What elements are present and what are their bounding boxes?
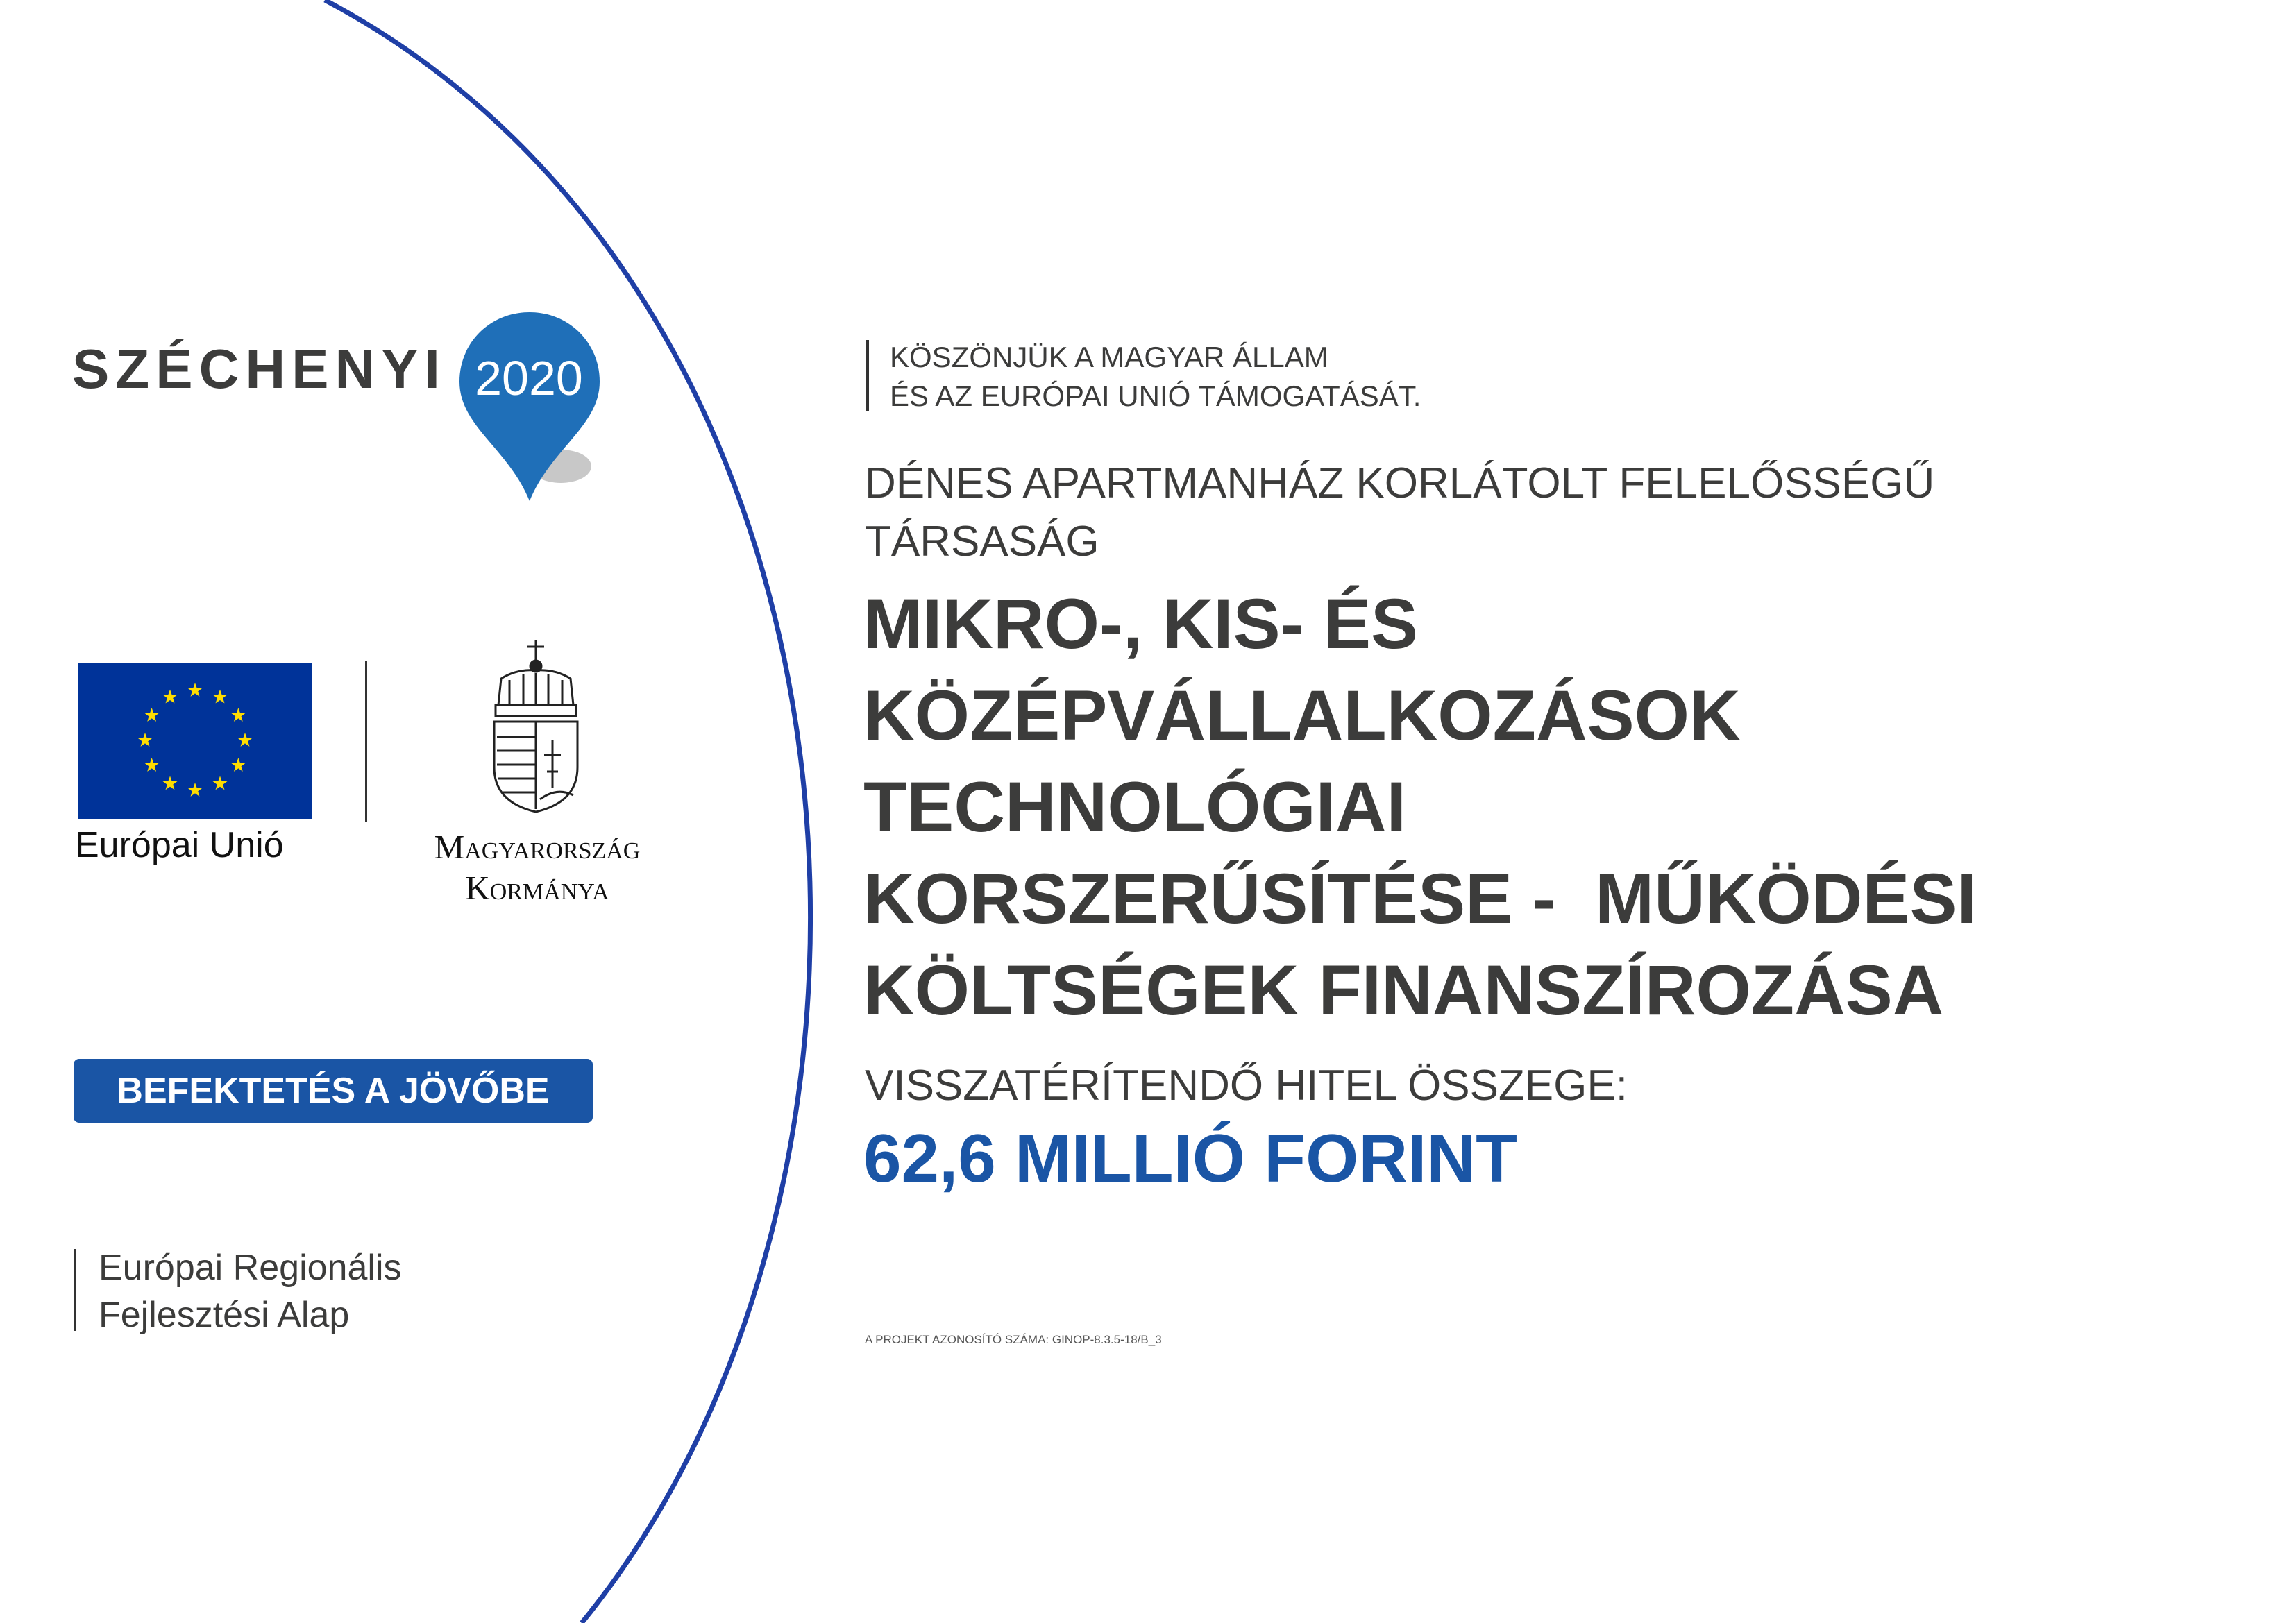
szechenyi-wordmark: SZÉCHENYI	[72, 338, 446, 400]
project-title-line: MIKRO-, KIS- ÉS	[863, 584, 1419, 663]
project-title-line: TECHNOLÓGIAI	[863, 767, 1406, 847]
eu-flag-icon	[78, 663, 312, 819]
thanks-line1: KÖSZÖNJÜK A MAGYAR ÁLLAM	[890, 341, 1328, 373]
project-title-line: KORSZERŰSÍTÉSE - MŰKÖDÉSI	[863, 859, 1977, 938]
government-name-line2: Kormánya	[465, 869, 609, 907]
loan-amount-label: VISSZATÉRÍTENDŐ HITEL ÖSSZEGE:	[865, 1062, 1628, 1110]
project-id: A PROJEKT AZONOSÍTÓ SZÁMA: GINOP-8.3.5-18/B_3	[865, 1333, 1162, 1346]
map-pin-icon	[457, 309, 602, 504]
thanks-line2: ÉS AZ EURÓPAI UNIÓ TÁMOGATÁSÁT.	[890, 380, 1421, 412]
eu-label: Európai Unió	[75, 825, 284, 865]
government-name-line1: Magyarország	[434, 828, 641, 866]
fund-name-line1: Európai Regionális	[99, 1248, 402, 1288]
beneficiary-name-line2: TÁRSASÁG	[865, 518, 1099, 566]
fund-name-line2: Fejlesztési Alap	[99, 1295, 350, 1335]
thanks-divider	[866, 340, 869, 411]
loan-amount-value: 62,6 MILLIÓ FORINT	[863, 1120, 1517, 1196]
beneficiary-name-line1: DÉNES APARTMANHÁZ KORLÁTOLT FELELŐSSÉGŰ	[865, 459, 1935, 507]
fund-divider	[74, 1249, 76, 1331]
szechenyi-year: 2020	[475, 351, 583, 405]
logo-divider	[365, 661, 367, 822]
project-title-line: KÖLTSÉGEK FINANSZÍROZÁSA	[863, 951, 1944, 1030]
project-title-line: KÖZÉPVÁLLALKOZÁSOK	[863, 676, 1741, 755]
hungarian-coat-of-arms-icon	[489, 636, 583, 816]
invest-in-future-banner: BEFEKTETÉS A JÖVŐBE	[74, 1059, 593, 1123]
